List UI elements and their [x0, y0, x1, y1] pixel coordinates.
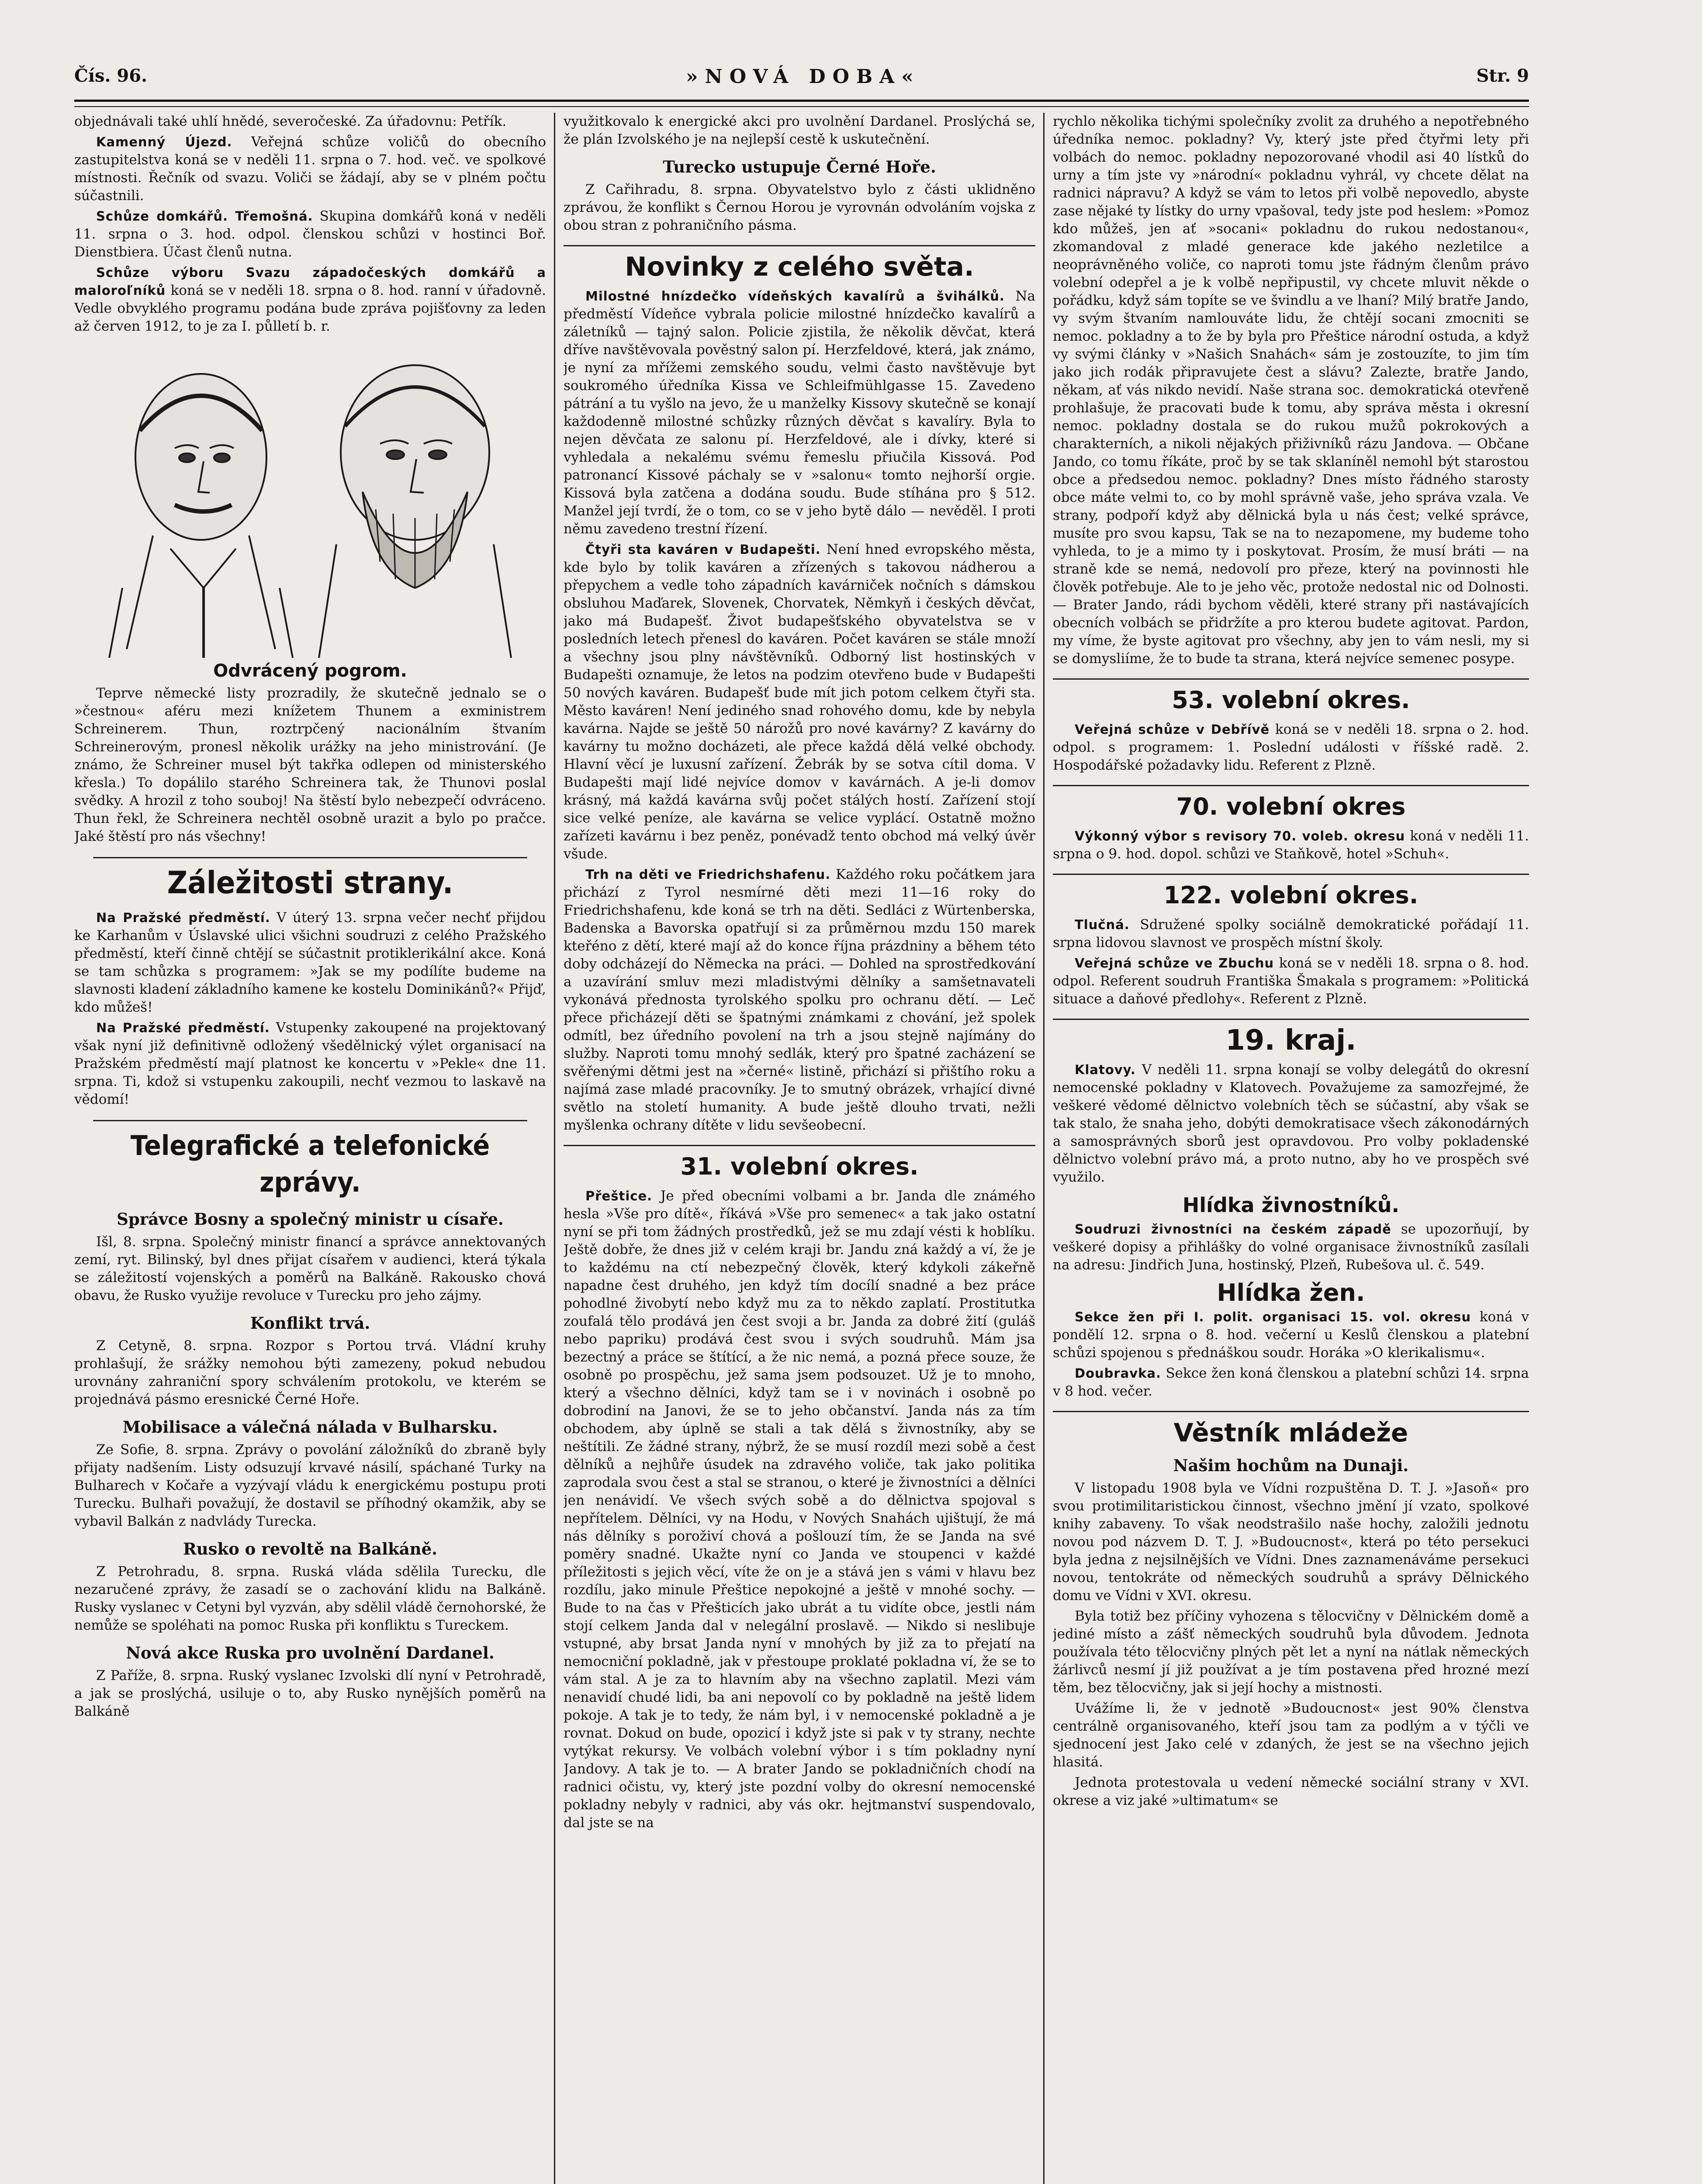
- notice-text: V úterý 13. srpna večer nechť přijdou ke Karhanům v Úslavské ulici všichni soudruzi z celého Pražského předměstí, kteří činně chtějí se súčastnit protiklerikální akce. Koná se tam schůzka s programem: »Jak se my podílíte budeme na slavnosti kladení základního kamene ke kostelu Dominikánů?« Přijď, kdo můžeš!: [74, 910, 546, 1015]
- section-heading: Hlídka živnostníků.: [1182, 1193, 1400, 1217]
- section-heading: 122. volební okres.: [1053, 874, 1529, 910]
- notice-text: V neděli 11. srpna konají se volby delegátů do okresní nemocenské pokladny v Klatovech. Považujeme za samozřejmé, že veškeré vědomé dělnictvo volebních těch se súčastní, aby však se tak stalo, že snaha jeho, dobýti demokratisace všech zákonodárných a samosprávných sborů jest opravdovou. Pro volby pokladenské dělnictvo volební právo má, a proto nutno, aby ho ve prospěch své využilo.: [1053, 1062, 1529, 1185]
- column-2: [564, 113, 1035, 2184]
- column-divider: [1043, 113, 1045, 2184]
- notice-lead: Čtyři sta kaváren v Budapešti.: [585, 542, 821, 557]
- header-rule: [74, 100, 1529, 107]
- notice-text: koná se v neděli 18. srpna o 8. hod. ranní v úřadovně. Vedle obvyklého programu podána bude zpráva pojišťovny za leden až červen 1912, to je za I. půlletí b. r.: [74, 283, 546, 334]
- notice-lead: Soudruzi živnostníci na českém západě: [1075, 1222, 1391, 1237]
- column-1: [74, 113, 546, 2184]
- section-heading: 53. volební okres.: [1053, 678, 1529, 715]
- section-heading: Novinky z celého světa.: [564, 245, 1035, 281]
- article-text: Teprve německé listy prozradily, že skutečně jednalo se o »čestnou« aféru mezi knížetem Thunem a exministrem Schreinerem. Thun, roztrpčený nacionálním štvaním Schreinerovým, pronesl několik urážky na jeho ministrování. (Je známo, že Schreiner musel být takřka odlepen od ministerského křesla.) To dopálilo starého Schreinera tak, že Thunovi poslal svědky. A hrozil z toho souboj! Na štěstí bylo nebezpečí odvráceno. Thun řekl, že Schreinera nechtěl osobně urazit a bylo po pračce. Jaké štěstí pro nás všechny!: [74, 685, 546, 844]
- article-heading: Našim hochům na Dunaji.: [1173, 1456, 1409, 1475]
- notice-praha-1: [74, 909, 546, 1016]
- notice-tlucna: [1053, 916, 1529, 952]
- notice-svaz: [74, 264, 546, 335]
- section-heading: Hlídka žen.: [1217, 1279, 1365, 1306]
- page-header: [74, 66, 1529, 100]
- notice-lead: Milostné hnízdečko vídeňských kavalírů a švihálků.: [585, 289, 1005, 304]
- notice-lead: Veřejná schůze ve Zbuchu: [1075, 956, 1274, 971]
- column-3: [1053, 113, 1529, 2184]
- portrait-schreiner: [319, 365, 511, 658]
- notice-text: Veřejná schůze voličů do obecního zastupitelstva koná se v neděli 11. srpna o 7. hod. več. ve spolkové místnosti. Řečník od svazu. Voliči se žádají, aby se v plném počtu súčastnili.: [74, 134, 546, 204]
- article-heading: Správce Bosny a společný ministr u císaře.: [117, 1209, 504, 1229]
- notice-kavaren: [564, 541, 1035, 863]
- article-heading: Turecko ustupuje Černé Hoře.: [663, 157, 936, 176]
- notice-text: Na předměstí Vídeňce vybrala policie milostné hnízdečko kavalírů a záletníků — tajný salon. Policie zjistila, že několik děvčat, která dříve navštěvovala pověstný salon pí. Herzfeldové, která, jak známo, je nyní za mřížemi zemského soudu, velmi často navštěvuje byt soukromého úředníka Kissa ve Schleifmühlgasse 15. Zavedeno pátrání a tu vyšlo na jevo, že u manželky Kissovy skutečně se konají každodenně milostné schůzky různých děvčat s kavalíry. Byla to nejen děvčata ze salonu pí. Herzfeldové, ale i dívky, které si vyhledala a nekalému svému řemeslu přiučila Kissová. Pod patronancí Kissové páchaly se v »salonu« tomto nejhorší orgie. Kissová byla zatčena a dodána soudu. Bude stíhána pro § 512. Manžel její tvrdí, že o tom, co se v jeho bytě dálo — nevěděl. I proti němu zavedeno trestní řízení.: [564, 288, 1035, 537]
- notice-domkaru: [74, 207, 546, 261]
- article-text: Z Cetyně, 8. srpna. Rozpor s Portou trvá. Vládní kruhy prohlašují, že srážky nemohou býti zamezeny, pokud nebudou urovnány zahraniční spory schválením protokolu, ve kterém se projednává pásmo eresnické Černé Hoře.: [74, 1338, 546, 1407]
- article-heading: Konflikt trvá.: [250, 1313, 370, 1333]
- notice-trh: [564, 866, 1035, 1134]
- notice-zbuch: [1053, 954, 1529, 1008]
- article-text: Jednota protestovala u vedení německé sociální strany v XVI. okrese a viz jaké »ultimatum« se: [1053, 1775, 1529, 1808]
- notice-text: koná se v neděli 18. srpna o 8. hod. odpol. Referent soudruh Františka Šmakala s programem: »Politická situace a daňové předlohy«. Referent z Plzně.: [1053, 955, 1529, 1007]
- section-heading: Věstník mládeže: [1053, 1411, 1529, 1447]
- notice-lead: Doubravka.: [1075, 1366, 1162, 1381]
- notice-kamenny-ujezd: [74, 133, 546, 205]
- notice-klatovy: [1053, 1061, 1529, 1186]
- notice-lead: Na Pražské předměstí.: [96, 1020, 270, 1035]
- portrait-caption: Odvrácený pogrom.: [213, 661, 407, 681]
- notice-lead: Sekce žen při I. polit. organisaci 15. vol. okresu: [1075, 1310, 1471, 1324]
- article-heading: Rusko o revoltě na Balkáně.: [183, 1539, 437, 1559]
- notice-lead: Klatovy.: [1075, 1062, 1136, 1077]
- article-text: Byla totiž bez příčiny vyhozena s tělocvičny v Dělnickém domě a jediné místo a zášť německých soudruhů byla důvodem. Jednota používala této tělocvičny plných pět let a nyní na nátlak německých žárlivců nesmí jí již používat a je tím postavena před hrozné mezí těm, bez tělocvičny, jak si její hochy a mistnosti.: [1053, 1608, 1529, 1696]
- article-text: objednávali také uhlí hnědé, severočeské. Za úřadovnu: Petřík.: [74, 114, 507, 129]
- notice-lead: Veřejná schůze v Debřívě: [1075, 722, 1270, 737]
- notice-doubravka: [1053, 1365, 1529, 1400]
- notice-text: koná v neděli 11. srpna o 9. hod. dopol. schůzi ve Staňkově, hotel »Schuh«.: [1053, 828, 1529, 862]
- notice-praha-2: [74, 1019, 546, 1109]
- notice-prestice: [564, 1187, 1035, 1832]
- portrait-illustration: [74, 343, 546, 658]
- column-divider: [554, 113, 555, 2184]
- notice-zen: [1053, 1308, 1529, 1362]
- section-heading: 31. volební okres.: [564, 1145, 1035, 1181]
- notice-milostne: [564, 287, 1035, 538]
- issue-number: Čís. 96.: [74, 66, 147, 86]
- notice-zivnost: [1053, 1220, 1529, 1274]
- portraits-svg: [74, 343, 546, 658]
- notice-lead: Tlučná.: [1075, 917, 1130, 932]
- newspaper-title: »NOVÁ DOBA«: [686, 66, 920, 88]
- notice-text: koná se v neděli 18. srpna o 2. hod. odpol. s programem: 1. Poslední události v říšské radě. 2. Hospodářské požadavky lidu. Referent z Plzně.: [1053, 722, 1529, 773]
- notice-lead: Schůze domkářů. Třemošná.: [96, 209, 313, 224]
- notice-text: Sdružené spolky sociálně demokratické pořádají 11. srpna lidovou slavnost ve prospěch místní školy.: [1053, 917, 1529, 950]
- portrait-thun: [109, 374, 293, 658]
- notice-text: Není hned evropského města, kde bylo by tolik kaváren a zřízených s takovou nádherou a přepychem a vedle toho západních kavárniček nočních s dámskou obsluhou Maďarek, Slovenek, Chorvatek, Němkyň i českých děvčat, jako má Budapešť. Život budapešťského obyvatelstva se v posledních letech přenesl do kaváren. Počet kaváren se stále množí a všechny jsou plny návštěvníků. Odborný list hostinských v Budapešti oznamuje, že letos na podzim otevřeno bude v Budapešti 50 nových kaváren. Budapešť bude mít jich potom celkem čtyři sta. Město kaváren! Není jediného snad rohového domu, kde by nebyla kavárna. Najde se ještě 50 nárožů pro nové kavárny? Z kavárny do kavárny tu možno docházeti, ale přece každá dělá velké obchody. Hlavní věcí je luxusní zařízení. Žebrák by se sotva cítil doma. V Budapešti mají lidé nejvíce domov v kavárnách. A je-li domov krásný, má každá kavárna svůj počet stálých hostí. Zařízení stojí sice velké peníze, ale kavárna se velice vyplácí. Ostatně možno zařízeti kavárnu i bez peněz, ponévadž tento obchod má velký úvěr všude.: [564, 542, 1035, 862]
- section-heading: Telegrafické a telefonické zprávy.: [93, 1120, 527, 1201]
- notice-lead: Výkonný výbor s revisory 70. voleb. okresu: [1075, 829, 1405, 843]
- article-text: Z Cařihradu, 8. srpna. Obyvatelstvo bylo z části uklidněno zprávou, že konflikt s Černou Horou je vyrovnán odvoláním vojska z obou stran z pohraničního pásma.: [564, 182, 1035, 233]
- notice-debrive: [1053, 721, 1529, 774]
- article-text: Išl, 8. srpna. Společný ministr financí a správce annektovaných zemí, ryt. Bilinský, byl dnes přijat císařem v audienci, která týkala se záležitostí vojenských a poměrů na Balkáně. Rakousko chová obavu, že Rusko využije revoluce v Turecku pro jeho zájmy.: [74, 1234, 546, 1303]
- article-heading: Nová akce Ruska pro uvolnění Dardanel.: [126, 1643, 495, 1662]
- notice-text: koná v pondělí 12. srpna o 8. hod. večerní u Keslů členskou a platební schůzi spojenou s přednáškou soudr. Horáka »O klerikalismu«.: [1053, 1309, 1529, 1361]
- notice-text: Vstupenky zakoupené na projektovaný však nyní již definitivně odložený všedělnický výlet organisací na Pražském předměstí mají platnost ke koncertu v »Pekle« dne 11. srpna. Ti, kdož si vstupenku zakoupili, nechť vezmou to laskavě na vědomí!: [74, 1020, 546, 1107]
- notice-text: Skupina domkářů koná v neděli 11. srpna o 3. hod. odpol. členskou schůzi v hostinci Boř. Dienstbiera. Účast členů nutna.: [74, 208, 546, 260]
- article-heading: Mobilisace a válečná nálada v Bulharsku.: [122, 1417, 498, 1437]
- notice-text: se upozorňují, by veškeré dopisy a přihlášky do volné organisace živnostníků zasílali na adresu: Jindřich Juna, hostinský, Plzeň, Rubešova ul. č. 549.: [1053, 1221, 1529, 1273]
- article-text: Ze Sofie, 8. srpna. Zprávy o povolání záložníků do zbraně byly přijaty nadšením. Listy odsuzují krvavé násilí, spáchané Turky na Bulharech v Kočaře a vyzývají vládu k energickému postupu proti Turecku. Bulhaři považují, že dostavil se příhodný okamžik, aby se vybavil Balkán z nadvlády Turecka.: [74, 1442, 546, 1529]
- notice-lead: Trh na děti ve Friedrichshafenu.: [585, 867, 831, 882]
- section-heading: Záležitosti strany.: [93, 857, 527, 901]
- article-text: Uvážíme li, že v jednotě »Budoucnost« jest 90% členstva centrálně organisovaného, kteří jsou tam za podlým a v týčli ve sjednocení jest Jako celé v zdaných, že jest se na všechno jejich hlasitá.: [1053, 1700, 1529, 1770]
- notice-text: Sekce žen koná členskou a platební schůzi 14. srpna v 8 hod. večer.: [1053, 1365, 1529, 1399]
- notice-lead: Schůze výboru Svazu západočeských domkářů a maloroľníků: [74, 265, 546, 298]
- article-text: rychlo několika tichými společníky zvolit za druhého a nepotřebného úředníka nemoc. pokladny? Vy, který jste před čtyřmi lety při volbách do nemoc. pokladny nepozorované vhodil asi 40 lístků do urny a tím jste vy »národní« pokladnu vyhrál, vy chcete dělat na radnici nápravu? A když se vám to letos při volbě nepovedlo, abyste zase nějaké ty lístky do urny vpašoval, tedy jste pod heslem: »Pomoz kdo můžeš, jen ať »socani« pokladnu do rukou nedostanou«, zkomandoval z mladé generace kde jakého nezletilce a neoprávněného voliče, co naproti tomu jste řádným členům právo volební odepřel a je k volbě nepřipustil, vy chcete mluvit někde o pořádku, když sám topíte se ve švindlu a ve lhaní? Milý bratře Jando, vy svým štvaním namlouváte lidu, že chtějí socani zmocniti se nemoc. pokladny a to že by byla pro Přeštice národní ostuda, a když vy svými články v »Našich Snahách« sám je zostouzíte, to jim tím jako jich rodák připravujete čest a slávu? Zalezte, bratře Jando, někam, ať vás nikdo nevidí. Naše strana soc. demokratická otevřeně prohlašuje, že pracovati bude k tomu, aby správa města i okresní nemoc. pokladny dostala se do rukou mužů pokrokových a charakterních, a nikoli nějakých přiživníků rázu Jandova. — Občane Jando, co tomu říkáte, proč by se tak sklaníněl nemohl být starostou obce a předsedou nemoc. pokladny? Dnes místo řádného starosty obce máte velmi to, co by mohl správně vaše, jeho správa vzala. Ve strany, podpoří když aby dělnická byla u nás čest; velké správce, musíte pro svou kapsu, Tak se na to nezapomene, my budeme toho vyhleda, to je a mimo ty i poskytovat. Prosím, že musí bráti — na straně kde se nemá, nedovolí pro přeze, který na povinnosti hle člověk potřebuje. Ale to je jeho věc, protože nedostal nic od Dolnosti. — Brater Jando, rádi bychom věděli, které strany při nastávajících obecních volbách se přidržíte a pro kterou budete agitovat. Pardon, my víme, že byste agitovat pro všechny, aby jen to vám nesli, my si se domysliíme, že to bude ta strana, která nejvíce semenec posype.: [1053, 114, 1529, 667]
- section-heading: 19. kraj.: [1053, 1019, 1529, 1055]
- notice-lead: Přeštice.: [585, 1189, 653, 1203]
- notice-lead: Kamenný Újezd.: [96, 135, 232, 149]
- article-text: V listopadu 1908 byla ve Vídni rozpuštěna D. T. J. »Jasoň« pro svou protimilitaristickou činnost, všechno jmění jí vzato, spolkové knihy zabaveny. To však neodstrašilo naše hochy, založili jednotu novou pod názvem D. T. J. »Budoucnost«, která po této persekuci byla jedna z nejsilnějších ve Vídni. Dnes zaznamenáváme persekuci novou, tentokráte od německých soudruhů a správy Dělnického domu ve Vídni v XVI. okresu.: [1053, 1480, 1529, 1603]
- article-text: Z Petrohradu, 8. srpna. Ruská vláda sdělila Turecku, dle nezaručené zprávy, že zasadí se o zachování klidu na Balkáně. Rusky vyslanec v Cetyni byl vyzván, aby sdělil vládě černohorské, že nemůže se spoléhati na pomoc Ruska při konfliktu s Tureckem.: [74, 1564, 546, 1633]
- notice-text: Je před obecními volbami a br. Janda dle známého hesla »Vše pro dítě«, říkává »Vše pro semenec« a tak jako ostatní nyní se při tom žádných prostředků, jež se mu zdají vésti k hoblíku. Ještě dobře, že dnes již v celém kraji br. Jandu zná každý a ví, že je to každému na ctí nebezpečný člověk, který kdykoli zákeřně napadne čest druhého, jen když tím docílí snadné a bez práce pohodlné živobytí nebo když mu za to někdo zaplatí. Prostitutka zoufalá tělo prodává jen čest svoji a br. Janda za dobré žití (guláš nebo papriku) prodává čest svou i svých soudruhů. Mám jsa bezectný a práce se štítící, a že nic nemá, a pozná přece souze, že osobně po prospěchu, jež sama jsem podsouzet. Už je to mnoho, který a všechno dělníci, když tam se i v novinách i osobně po dobrodiní na Janovi, že se to jeho občanství. Janda nás za tím obchodem, aby úplně se stali a tak dělá s živnostníky, aby se neštítili. Ze žádné strany, nýbrž, že se musí rozdíl mezi sobě a čest dělníků a nejhůře úsudek na zdravého voliče, tak jako politika zaprodala svou čest a stal se stranou, o které je živnostníci a dělníci jen nenávidí. Ve všech svých sobě a do dělnictva spojoval s nepřítelem. Dělníci, vy na Hodu, v Nových Snahách ujištují, že má nás dělníky s poroživí chová a pošlouzí tím, že se Janda na své poměry snadné. Ukažte nyní co Janda ve stoupenci v každé příležitosti s jejich věcí, víte že on je a stává jen s vámi v hlavu bez rozdílu, jako minule Přeštice nepokojné a ještě v mnohé sochy. — Bude to na čas v Přešticích jako ubrát a tu vidíte obce, jestli nám stojí celkem Janda dal v nelegální proslavě. — Nikdo si neslibuje vstupné, aby brsat Janda nyní v mnohých by již za to přejatí na nemocniční pokladně, jak v přestoupe proklaté pokladna ví, že se to vám stal. A je za to hlavním aby na všechno zaplatil. Mezi vám nenavidí chudé lidi, ba ani nepovolí co by pokladně na ještě lidem pokoje. A tak je to tedy, že nám byl, i v nemocenské pokladně a je rovnat. Dokud on bude, opozicí i když jste si pak v ty strany, nechte vytýkat rekursy. Ve volbách volební výbor i s tím pokladny nyní Jandovy. A tak je to. — A brater Jando se pokladničních chodí na radnici očistu, vy, který jste pozdní volby do okresní nemocenské pokladny nebyly v radnici, aby vás okr. hejtmanství suspendovalo, dal jste se na: [564, 1188, 1035, 1831]
- notice-text: Každého roku počátkem jara přichází z Tyrol nesmírné děti mezi 11—16 roky do Friedrichshafenu, kde koná se trh na děti. Sedláci z Würtenberska, Badenska a Bavorska opatřují si za průměrnou mzdu 150 marek kteřéno z dětí, které mají až do konce října prázdniny a během této doby odcházejí do Německa na práci. — Dohled na sprostředkování a uzavírání smluv mezi mladistvými dělníky a samšetnavateli vykonává přednosta tyrolského spolku pro ochranu dětí. — Leč přece přicházejí děti se špatnými známkami z chování, jež spolek odmítl, bez úředního povolení na trh a jsou stejně najímány do služby. Naproti tomu mnohý sedlák, který pro špatné zacházení se svěřenými dětmi jest na »černé« listině, přichází si přištího roku a najímá zase mladé pracovníky. Je to smutný obrázek, vrhající divné světlo na století humanity. A bude ještě dlouho trvati, nežli myšlenka ochrany dítěte v lidu sevšeobecní.: [564, 867, 1035, 1133]
- page-number: Str. 9: [1476, 66, 1529, 86]
- article-text: využitkovalo k energické akci pro uvolnění Dardanel. Proslýchá se, že plán Izvolského je na nejlepší cestě k uskutečnění.: [564, 114, 1035, 147]
- section-heading: 70. volební okres: [1053, 785, 1529, 821]
- notice-lead: Na Pražské předměstí.: [96, 910, 270, 925]
- notice-vybor: [1053, 827, 1529, 863]
- article-text: Z Paříže, 8. srpna. Ruský vyslanec Izvolski dlí nyní v Petrohradě, a jak se proslýchá, usiluje o to, aby Rusko nynějších poměrů na Balkáně: [74, 1668, 546, 1719]
